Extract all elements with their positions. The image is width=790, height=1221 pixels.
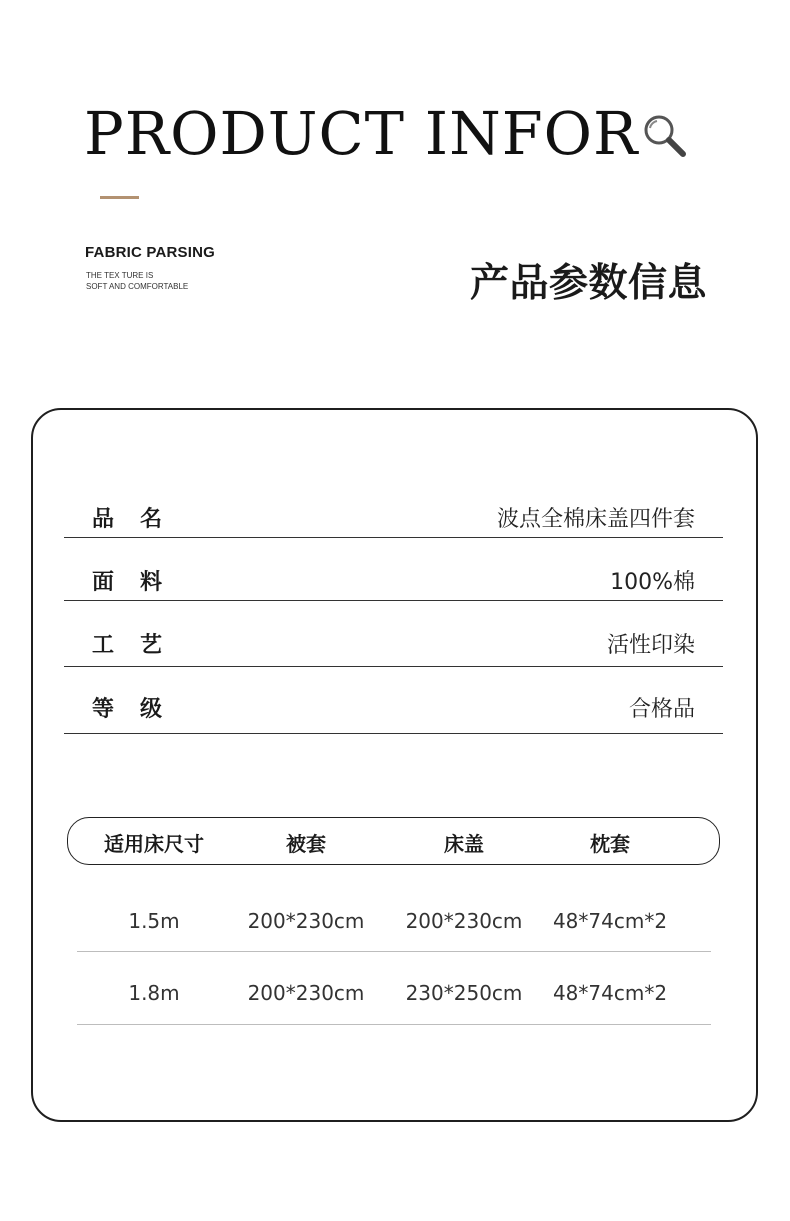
column-header: 适用床尺寸 xyxy=(104,832,204,856)
column-header: 枕套 xyxy=(590,832,630,856)
fabric-subtitle xyxy=(86,270,188,292)
table-cell: 230*250cm xyxy=(405,981,523,1005)
fabric-heading: FABRIC PARSING xyxy=(85,244,216,261)
search-icon[interactable] xyxy=(641,112,687,158)
table-cell: 200*230cm xyxy=(247,909,365,933)
fabric-subtitle-line: SOFT AND COMFORTABLE xyxy=(86,282,189,291)
table-cell: 200*230cm xyxy=(405,909,523,933)
param-value: 活性印染 xyxy=(606,633,695,658)
table-cell: 1.8m xyxy=(128,981,180,1005)
table-cell: 1.5m xyxy=(128,909,180,933)
table-cell: 200*230cm xyxy=(247,981,365,1005)
fabric-subtitle-line: THE TEX TURE IS xyxy=(86,271,154,280)
column-header: 床盖 xyxy=(444,832,484,856)
section-title: 产品参数信息 xyxy=(470,261,708,306)
param-row-fabric xyxy=(64,560,723,601)
row-divider xyxy=(77,951,711,952)
param-value: 波点全棉床盖四件套 xyxy=(496,507,695,532)
param-row-grade xyxy=(64,688,723,734)
row-divider xyxy=(77,1024,711,1025)
param-row-name xyxy=(64,498,723,538)
table-cell: 48*74cm*2 xyxy=(552,981,668,1005)
param-label: 品名 xyxy=(92,507,189,532)
accent-divider xyxy=(100,196,139,199)
param-value: 合格品 xyxy=(628,697,695,722)
param-label: 面料 xyxy=(92,570,189,595)
param-label: 等级 xyxy=(92,697,189,722)
param-value: 100%棉 xyxy=(610,570,695,595)
param-label: 工艺 xyxy=(92,633,189,658)
page-title: PRODUCT INFOR xyxy=(84,99,639,168)
column-header: 被套 xyxy=(286,832,326,856)
param-row-craft xyxy=(64,624,723,667)
table-cell: 48*74cm*2 xyxy=(552,909,668,933)
